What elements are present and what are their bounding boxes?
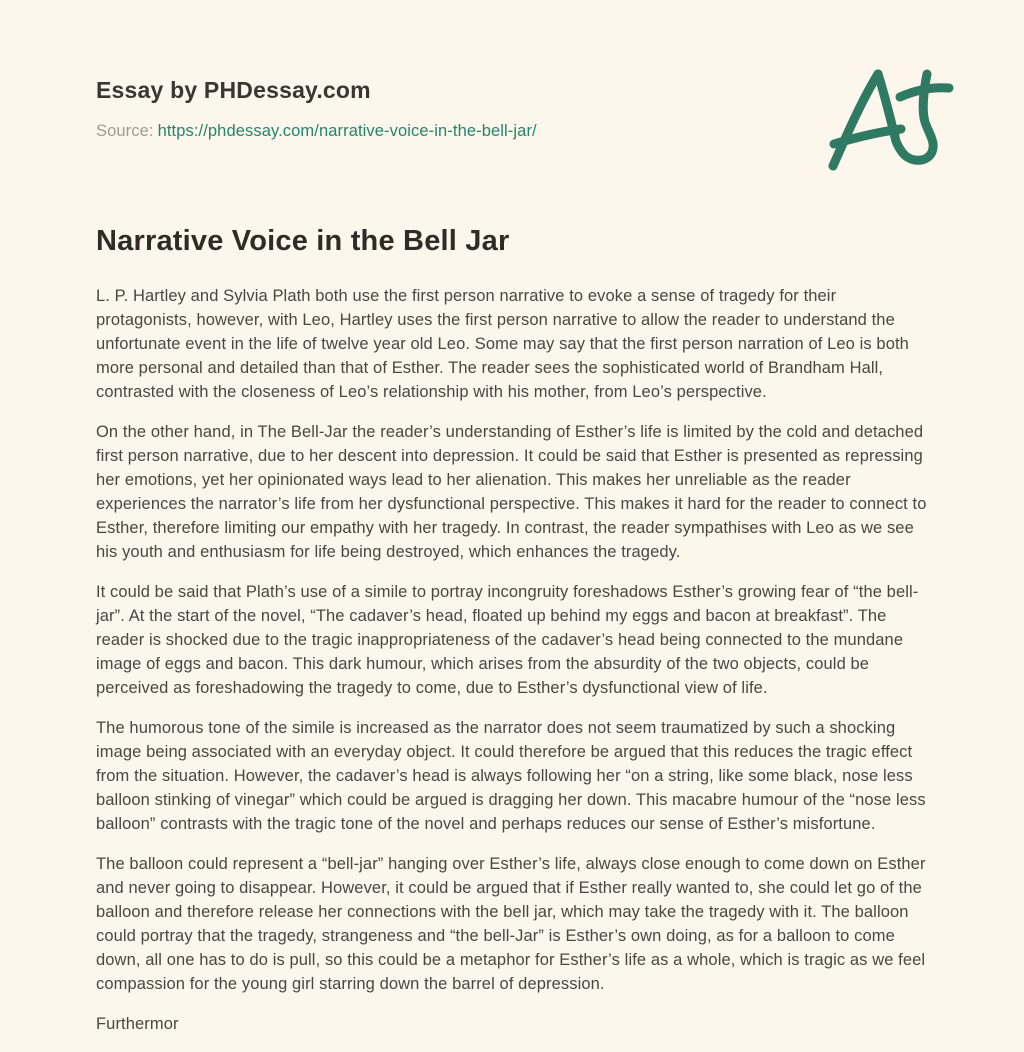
- page-header: [96, 76, 928, 141]
- essay-paragraph-truncated: Furthermor: [96, 1014, 179, 1033]
- essay-paragraph-4: The humorous tone of the simile is increased as the narrator does not seem traumatized by such a shocking image being associated with an everyday object. It could therefore be argued that this reduces the tragic effect from the situation. However, the cadaver’s head is always following her “on a string, like some black, nose less balloon stinking of vinegar” which could be argued is dragging her down. This macabre humour of the “nose less balloon” contrasts with the tragic tone of the novel and perhaps reduces our sense of Esther’s misfortune.: [96, 718, 926, 833]
- essay-paragraph-5: The balloon could represent a “bell-jar” hanging over Esther’s life, always close enough to come down on Esther and never going to disappear. However, it could be argued that if Esther really wanted to, she could let go of the balloon and therefore release her connections with the bell jar, which may take the tragedy with it. The balloon could portray that the tragedy, strangeness and “the bell-Jar” is Esther’s own doing, as for a balloon to come down, all one has to do is pull, so this could be a metaphor for Esther’s life as a whole, which is tragic as we feel compassion for the young girl starring down the barrel of depression.: [96, 854, 926, 993]
- site-title: Essay by PHDessay.com: [96, 77, 371, 103]
- essay-paragraph-1: L. P. Hartley and Sylvia Plath both use the first person narrative to evoke a sense of tragedy for their protagonists, however, with Leo, Hartley uses the first person narrative to allow the reader to understand the unfortunate event in the life of twelve year old Leo. Some may say that the first person narration of Leo is both more personal and detailed than that of Esther. The reader sees the sophisticated world of Brandham Hall, contrasted with the closeness of Leo’s relationship with his mother, from Leo’s perspective.: [96, 286, 909, 401]
- source-label: Source:: [96, 121, 154, 140]
- essay-paragraph-3: It could be said that Plath’s use of a simile to portray incongruity foreshadows Esther’s growing fear of “the bell-jar”. At the start of the novel, “The cadaver’s head, floated up behind my eggs and bacon at breakfast”. The reader is shocked due to the tragic inappropriateness of the cadaver’s head being connected to the mundane image of eggs and bacon. This dark humour, which arises from the absurdity of the two objects, could be perceived as foreshadowing the tragedy to come, due to Esther’s dysfunctional view of life.: [96, 582, 919, 697]
- source-line: [96, 122, 928, 141]
- essay-paragraph-2: On the other hand, in The Bell-Jar the reader’s understanding of Esther’s life is limited by the cold and detached first person narrative, due to her descent into depression. It could be said that Esther is presented as repressing her emotions, yet her opinionated ways lead to her alienation. This makes her unreliable as the reader experiences the narrator’s life from her dysfunctional perspective. This makes it hard for the reader to connect to Esther, therefore limiting our empathy with her tragedy. In contrast, the reader sympathises with Leo as we see his youth and enthusiasm for life being destroyed, which enhances the tragedy.: [96, 422, 927, 561]
- header-text-block: [96, 76, 928, 141]
- phdessay-a-plus-logo-icon: [828, 60, 954, 174]
- essay-content: [96, 225, 928, 1036]
- source-url-link[interactable]: https://phdessay.com/narrative-voice-in-the-bell-jar/: [157, 121, 537, 140]
- essay-title: Narrative Voice in the Bell Jar: [96, 224, 510, 257]
